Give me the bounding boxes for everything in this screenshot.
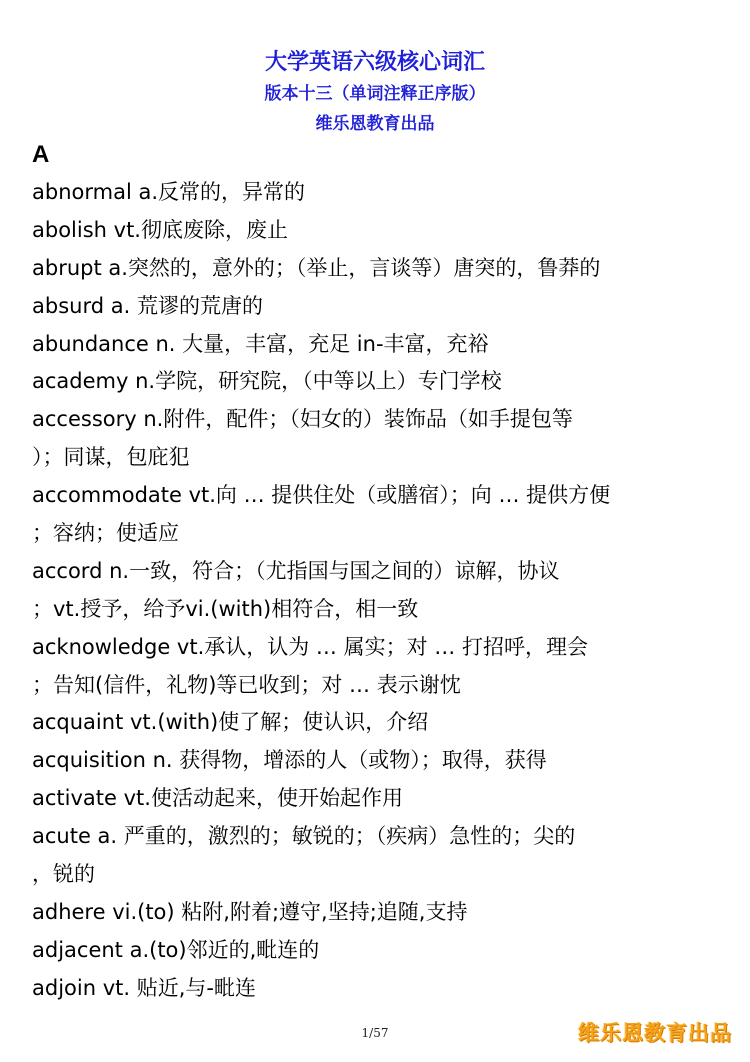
vocab-line-continuation: ）；同谋，包庇犯 <box>32 445 190 470</box>
vocab-line-continuation: ；vt.授予，给予vi.(with)相符合，相一致 <box>32 596 419 621</box>
vocab-line: abundance n. 大量，丰富，充足 in-丰富，充裕 <box>32 331 489 356</box>
vocab-line: acute a. 严重的，激烈的；敏锐的；（疾病）急性的；尖的 <box>32 824 576 849</box>
vocab-line: adhere vi.(to) 粘附,附着;遵守,坚持;追随,支持 <box>32 899 468 924</box>
vocab-line: acquisition n. 获得物，增添的人（或物）；取得，获得 <box>32 748 547 773</box>
vocab-line: activate vt.使活动起来，使开始起作用 <box>32 786 403 811</box>
document-subtitle: 版本十三（单词注释正序版） <box>264 84 486 104</box>
page-number: 1/57 <box>361 1026 389 1040</box>
section-letter: A <box>32 141 50 168</box>
vocab-line: absurd a. 荒谬的荒唐的 <box>32 293 263 318</box>
vocab-line: abrupt a.突然的，意外的；（举止，言谈等）唐突的，鲁莽的 <box>32 255 601 280</box>
vocabulary-list <box>32 174 722 1008</box>
vocab-line: adjacent a.(to)邻近的,毗连的 <box>32 937 320 962</box>
vocab-line-continuation: ；容纳；使适应 <box>32 521 179 546</box>
document-title: 大学英语六级核心词汇 <box>264 50 485 75</box>
vocab-line-continuation: ，锐的 <box>32 862 95 887</box>
vocab-line: acquaint vt.(with)使了解；使认识，介绍 <box>32 710 429 735</box>
vocab-line: acknowledge vt.承认，认为 … 属实；对 … 打招呼，理会 <box>32 634 588 659</box>
vocab-line: abnormal a.反常的，异常的 <box>32 180 305 204</box>
vocab-line: academy n.学院，研究院，（中等以上）专门学校 <box>32 369 502 394</box>
vocab-line: accord n.一致，符合；（尤指国与国之间的）谅解，协议 <box>32 558 560 583</box>
vocab-line-continuation: ；告知(信件，礼物)等已收到；对 … 表示谢忱 <box>32 672 461 697</box>
vocab-line: accessory n.附件，配件；（妇女的）装饰品（如手提包等 <box>32 407 573 432</box>
vocab-line: accommodate vt.向 … 提供住处（或膳宿）；向 … 提供方便 <box>32 483 611 508</box>
publisher-watermark: 维乐恩教育出品 <box>578 1021 732 1045</box>
vocab-line: abolish vt.彻底废除，废止 <box>32 217 288 242</box>
document-publisher: 维乐恩教育出品 <box>315 114 435 134</box>
vocab-line: adjoin vt. 贴近,与-毗连 <box>32 975 256 1000</box>
